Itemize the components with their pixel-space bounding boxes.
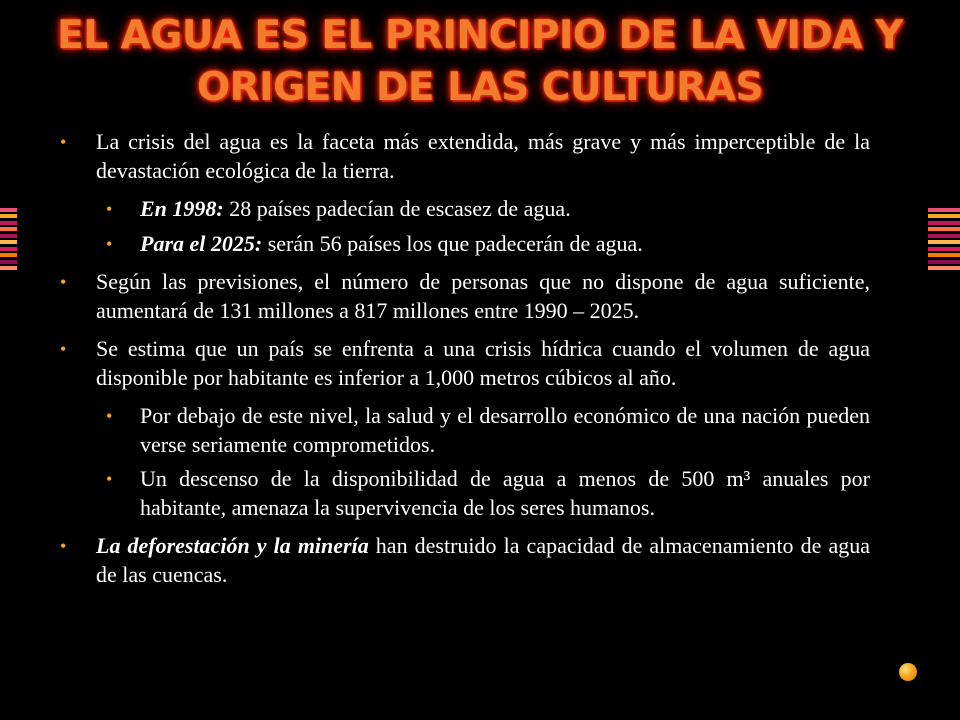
decorative-stripe [928,221,960,225]
bullet-emphasis: Para el 2025: [140,230,263,256]
bullet-text: Según las previsiones, el número de personas que no dispone de agua suficiente, aumentará de 131 millones a 817 millones entre 1990 – 2025. [96,269,870,323]
bullet-text: serán 56 países los que padecerán de agua. [262,230,643,256]
decorative-stripe [0,227,17,231]
sub-bullet-1998 [60,195,870,224]
decorative-stripe [0,247,17,251]
sub-bullet-below-level [60,402,870,459]
bullet-text: 28 países padecían de escasez de agua. [223,196,571,221]
decorative-stripe [928,234,960,238]
decorative-stripe [0,266,17,270]
decorative-stripe [0,221,17,225]
bullet-text: Por debajo de este nivel, la salud y el desarrollo económico de una nación pueden verse seriamente comprometidos. [140,403,870,457]
decorative-stripe [928,266,960,270]
left-decorative-stripes [0,208,17,270]
decorative-stripe [0,240,17,244]
sub-bullet-2025 [60,230,870,259]
bullet-text: Se estima que un país se enfrenta a una crisis hídrica cuando el volumen de agua disponible por habitante es inferior a 1,000 metros cúbicos al año. [96,336,870,390]
decorative-stripe [928,208,960,212]
slide-title [40,10,920,114]
decorative-stripe [0,234,17,238]
decorative-stripe [928,214,960,218]
decorative-stripe [928,227,960,231]
decorative-stripe [0,253,17,257]
title-line-2: ORIGEN DE LAS CULTURAS [196,65,764,110]
slide-body [60,128,870,599]
decorative-stripe [928,247,960,251]
right-decorative-stripes [928,208,960,270]
bullet-forecasts [60,268,870,325]
decorative-stripe [0,214,17,218]
bullet-emphasis: En 1998: [140,196,224,221]
decorative-stripe [0,208,17,212]
bullet-text: La crisis del agua es la faceta más extendida, más grave y más imperceptible de la devastación ecológica de la tierra. [96,129,870,183]
decorative-stripe [928,260,960,264]
orange-circle-icon [899,663,917,681]
bullet-emphasis: La deforestación y la minería [96,533,369,558]
decorative-stripe [928,253,960,257]
decorative-stripe [928,240,960,244]
decorative-stripe [0,260,17,264]
title-line-1: EL AGUA ES EL PRINCIPIO DE LA VIDA Y [57,13,903,58]
sub-bullet-500-m3 [60,465,870,522]
bullet-water-crisis [60,128,870,185]
bullet-text: han destruido la capacidad de almacenamiento de agua de las cuencas. [96,533,871,587]
bullet-water-stress [60,335,870,392]
bullet-text: Un descenso de la disponibilidad de agua a menos de 500 m³ anuales por habitante, amenaza la supervivencia de los seres humanos. [140,466,870,520]
bullet-deforestation [60,532,870,589]
